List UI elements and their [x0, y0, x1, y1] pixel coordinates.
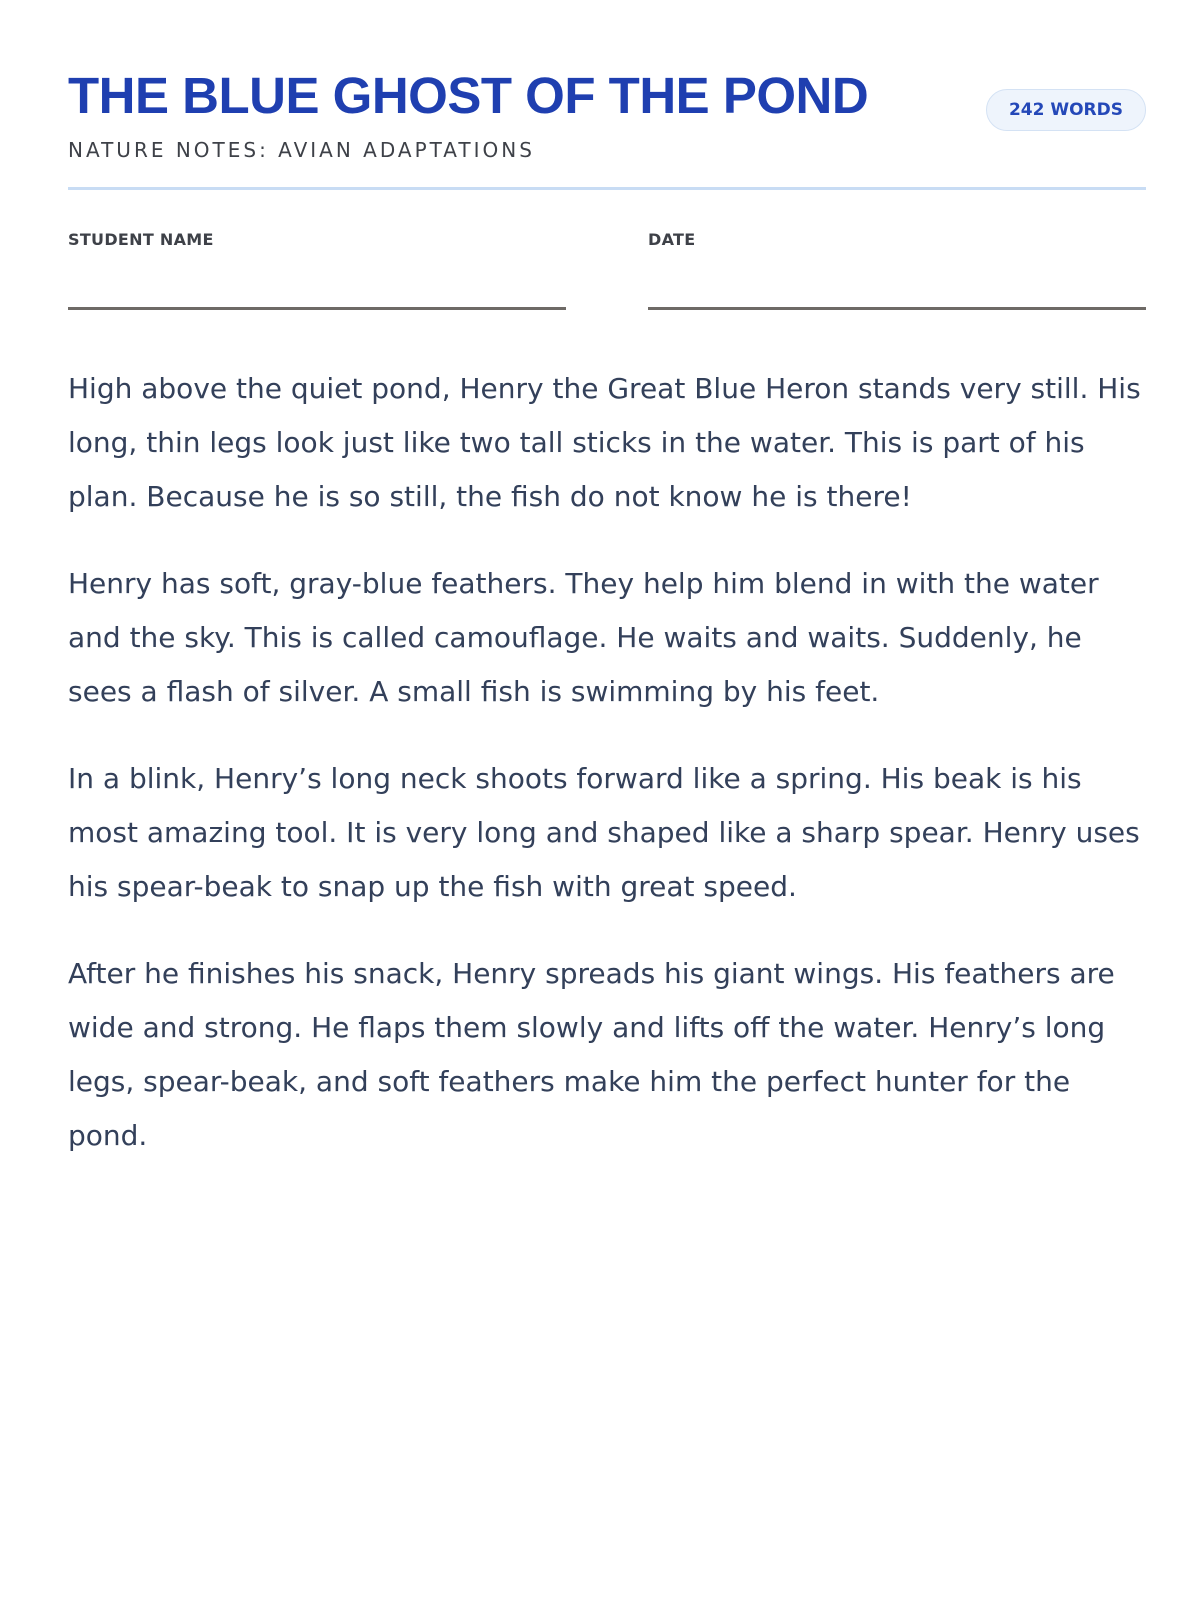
date-line[interactable]: [648, 307, 1146, 310]
page-title: THE BLUE GHOST OF THE POND: [68, 67, 869, 124]
date-field[interactable]: [648, 230, 1146, 310]
page-subtitle: NATURE NOTES: AVIAN ADAPTATIONS: [68, 138, 535, 162]
story-paragraph: After he finishes his snack, Henry spreads his giant wings. His feathers are wide and strong. He flaps them slowly and lifts off the water. Henry’s long legs, spear-beak, and soft feathers make him the perfect hunter for the pond.: [68, 957, 1115, 1152]
student-info-fields: [68, 230, 1146, 360]
worksheet-header: [68, 62, 1146, 190]
date-label: DATE: [648, 230, 696, 249]
student-name-line[interactable]: [68, 307, 566, 310]
student-name-label: STUDENT NAME: [68, 230, 214, 249]
story-paragraph: In a blink, Henry’s long neck shoots forward like a spring. His beak is his most amazing tool. It is very long and shaped like a sharp spear. Henry uses his spear-beak to snap up the fish with great speed.: [68, 762, 1140, 903]
word-count-badge: 242 WORDS: [986, 89, 1146, 131]
story-paragraph: Henry has soft, gray-blue feathers. They help him blend in with the water and the sky. This is called camouflage. He waits and waits. Suddenly, he sees a flash of silver. A small fish is swimming by his feet.: [68, 567, 1099, 708]
student-name-field[interactable]: [68, 230, 566, 310]
worksheet-page: [68, 62, 1146, 1152]
story-body: [68, 362, 1146, 1196]
story-paragraph: High above the quiet pond, Henry the Great Blue Heron stands very still. His long, thin legs look just like two tall sticks in the water. This is part of his plan. Because he is so still, the fish do not know he is there!: [68, 372, 1141, 513]
